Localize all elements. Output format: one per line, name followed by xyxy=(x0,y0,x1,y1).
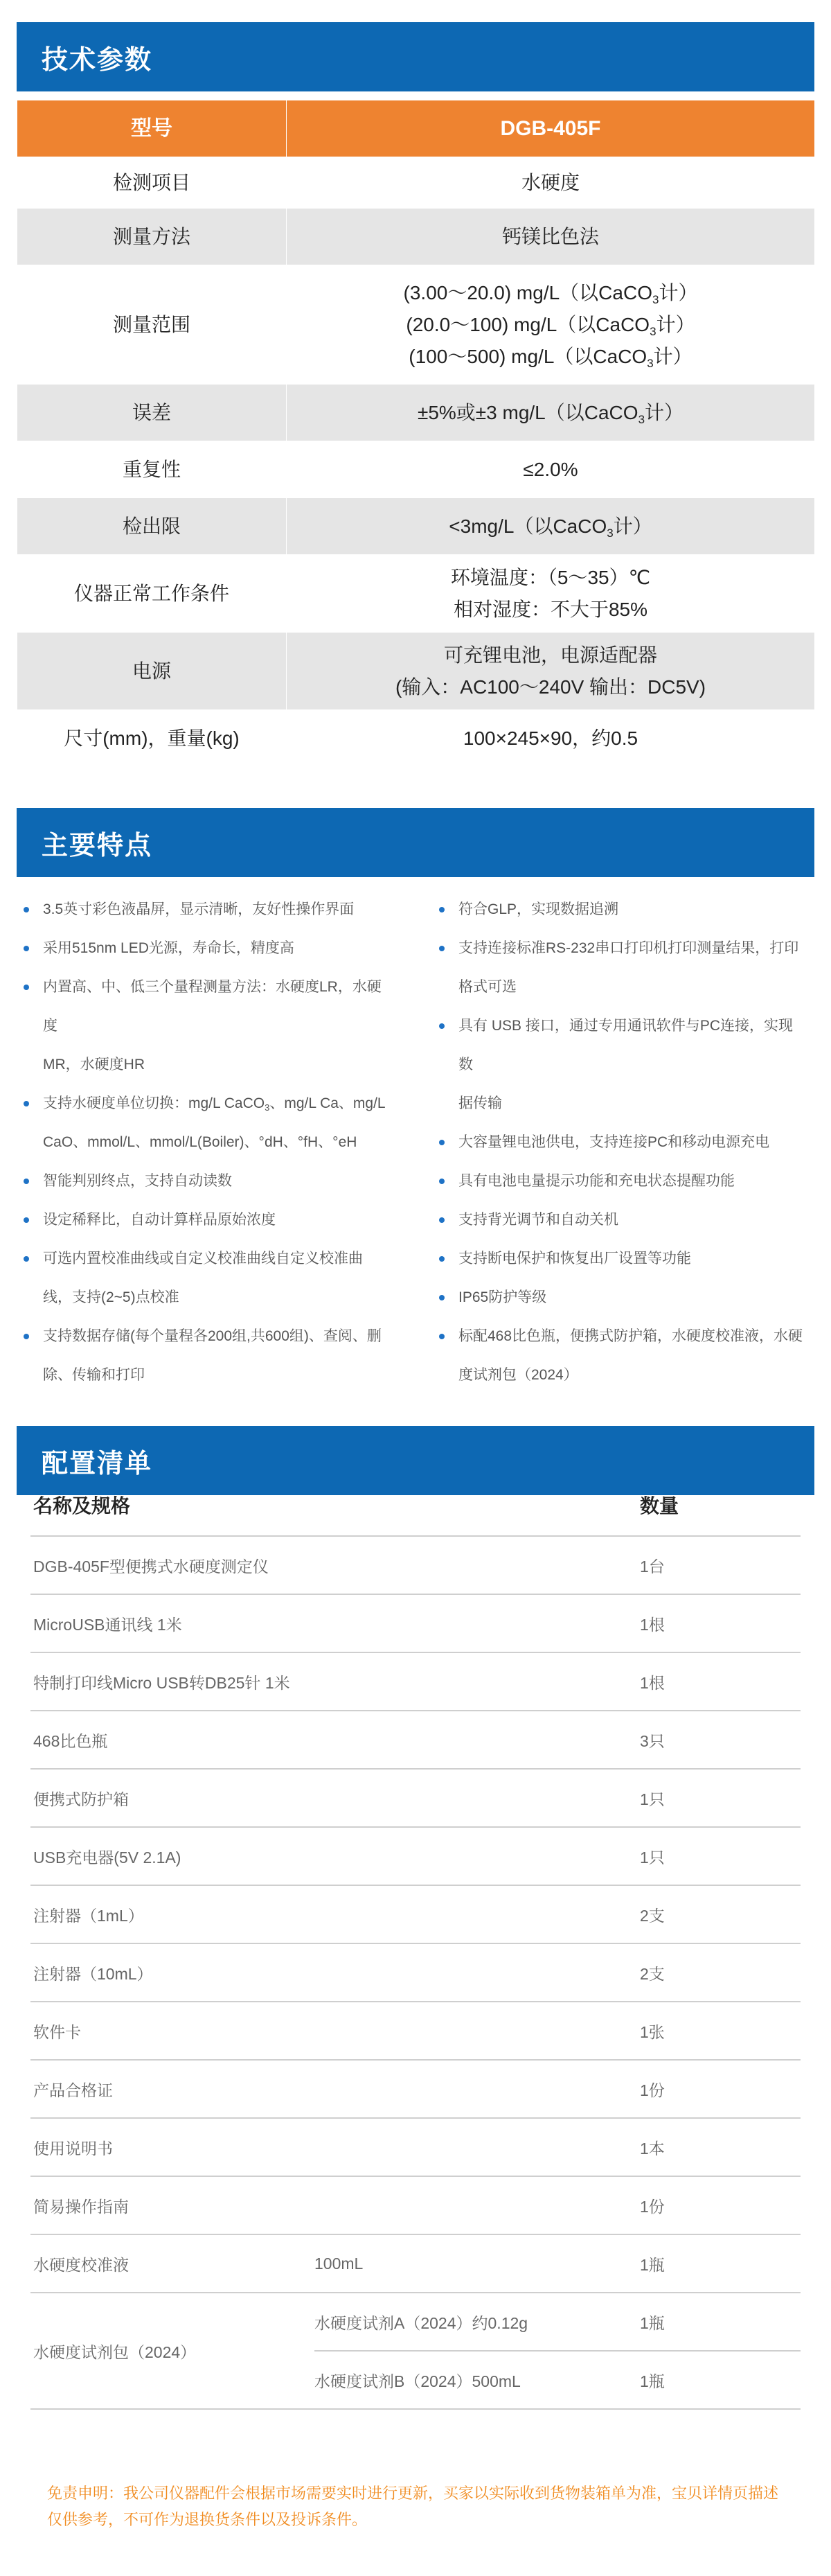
config-item-name: 水硬度校准液 xyxy=(33,2255,129,2274)
bullet-icon xyxy=(24,946,29,951)
spec-value-line xyxy=(294,167,807,199)
config-row xyxy=(30,2235,801,2293)
feature-line xyxy=(43,1356,391,1395)
text-segment: 可充锂电池，电源适配器 xyxy=(443,644,657,666)
feature-line xyxy=(458,1007,806,1084)
bullet-icon xyxy=(439,1179,445,1184)
spec-row xyxy=(17,710,815,767)
spec-value-line xyxy=(294,671,807,703)
text-segment: 大容量锂电池供电，支持连接PC和移动电源充电 xyxy=(458,1134,770,1150)
bullet-icon xyxy=(439,1295,445,1300)
config-item-name: 注射器（1mL） xyxy=(33,1906,144,1925)
feature-item xyxy=(17,1084,391,1162)
feature-item xyxy=(432,1317,806,1395)
text-segment: 据传输 xyxy=(458,1095,502,1111)
specs-section-title: 技术参数 xyxy=(17,22,814,91)
text-segment: 具有电池电量提示功能和充电状态提醒功能 xyxy=(458,1173,735,1189)
config-item-qty: 1瓶 xyxy=(640,2255,665,2274)
feature-line xyxy=(458,929,806,968)
spec-header-value: DGB-405F xyxy=(287,100,815,157)
feature-item xyxy=(432,890,806,929)
feature-line xyxy=(43,1278,391,1317)
config-item-qty: 1只 xyxy=(640,1848,665,1867)
spec-row xyxy=(17,265,815,385)
config-row xyxy=(30,2177,801,2235)
text-segment: IP65防护等级 xyxy=(458,1289,547,1305)
config-row xyxy=(30,2061,801,2119)
config-item-qty: 1根 xyxy=(640,1615,665,1634)
spec-value-line xyxy=(294,594,807,626)
disclaimer-text: 免责申明：我公司仪器配件会根据市场需要实时进行更新，买家以实际收到货物装箱单为准，宝贝详情页描述仅供参考，不可作为退换货条件以及投诉条件。 xyxy=(47,2485,779,2528)
feature-line xyxy=(43,1123,391,1162)
spec-value-line xyxy=(294,309,807,341)
config-row xyxy=(30,1653,801,1711)
config-row xyxy=(30,1537,801,1595)
spec-value-line xyxy=(294,454,807,486)
bullet-icon xyxy=(439,907,445,912)
spec-row xyxy=(17,498,815,555)
text-segment: 线，支持(2~5)点校准 xyxy=(43,1289,179,1305)
text-segment: 支持断电保护和恢复出厂设置等功能 xyxy=(458,1251,691,1267)
text-segment: 水硬度 xyxy=(521,171,580,193)
text-segment: 3.5英寸彩色液晶屏，显示清晰，友好性操作界面 xyxy=(43,901,355,917)
config-row xyxy=(30,1944,801,2002)
spec-row xyxy=(17,633,815,710)
spec-value xyxy=(287,441,815,498)
spec-label: 测量方法 xyxy=(17,209,287,265)
config-row xyxy=(30,1711,801,1770)
feature-line xyxy=(458,968,806,1007)
text-segment: 支持背光调节和自动关机 xyxy=(458,1212,618,1228)
feature-item xyxy=(17,929,391,968)
feature-line xyxy=(43,1317,391,1356)
bullet-icon xyxy=(24,1179,29,1184)
text-segment: 智能判别终点，支持自动读数 xyxy=(43,1173,232,1189)
text-segment: 内置高、中、低三个量程测量方法：水硬度LR，水硬度 xyxy=(43,979,382,1034)
spec-value xyxy=(287,710,815,767)
spec-row xyxy=(17,209,815,265)
subscript: 3 xyxy=(647,356,654,370)
text-segment: 支持水硬度单位切换：mg/L CaCO xyxy=(43,1095,265,1111)
spec-table xyxy=(17,100,815,767)
spec-value-line xyxy=(294,639,807,671)
config-group-name: 水硬度试剂包（2024） xyxy=(33,2343,197,2361)
features-right-column xyxy=(432,890,806,1395)
feature-line xyxy=(43,1084,391,1123)
spec-label: 检出限 xyxy=(17,498,287,555)
subscript: 3 xyxy=(607,526,614,540)
bullet-icon xyxy=(24,1101,29,1106)
config-item-name: 468比色瓶 xyxy=(33,1731,108,1750)
config-group-item-spec: 水硬度试剂A（2024）约0.12g xyxy=(314,2313,528,2332)
spec-row xyxy=(17,157,815,209)
spec-value xyxy=(287,385,815,441)
feature-line xyxy=(43,1162,391,1201)
config-item-name: 特制打印线Micro USB转DB25针 1米 xyxy=(33,1673,290,1692)
config-item-qty: 2支 xyxy=(640,1906,665,1925)
spec-row xyxy=(17,385,815,441)
config-group-item xyxy=(314,2293,801,2352)
feature-line xyxy=(458,1240,806,1278)
feature-line xyxy=(458,1162,806,1201)
spec-value-line xyxy=(294,341,807,373)
feature-line xyxy=(458,1201,806,1240)
text-segment: 除、传输和打印 xyxy=(43,1367,145,1383)
feature-line xyxy=(43,890,391,929)
features-list xyxy=(17,890,814,1383)
spec-value-line xyxy=(294,397,807,429)
feature-line xyxy=(458,1317,806,1356)
config-item-name: 软件卡 xyxy=(33,2022,81,2041)
feature-item xyxy=(17,968,391,1084)
spec-value xyxy=(287,633,815,710)
config-row xyxy=(30,2119,801,2177)
config-item-name: 便携式防护箱 xyxy=(33,1790,129,1808)
config-header-name: 名称及规格 xyxy=(33,1495,131,1517)
config-group-item-qty: 1瓶 xyxy=(640,2372,665,2390)
feature-item xyxy=(17,890,391,929)
config-group-item-spec: 水硬度试剂B（2024）500mL xyxy=(314,2372,521,2390)
bullet-icon xyxy=(439,1217,445,1223)
config-item-qty: 1本 xyxy=(640,2139,665,2158)
text-segment: 可选内置校准曲线或自定义校准曲线自定义校准曲 xyxy=(43,1251,363,1267)
config-row xyxy=(30,2002,801,2061)
spec-label: 测量范围 xyxy=(17,265,287,385)
config-row xyxy=(30,1770,801,1828)
feature-line xyxy=(458,1356,806,1395)
feature-item xyxy=(432,1240,806,1278)
text-segment: 计） xyxy=(653,345,692,367)
config-item-name: 产品合格证 xyxy=(33,2081,113,2099)
config-item-qty: 2支 xyxy=(640,1964,665,1983)
spec-value-line xyxy=(294,277,807,309)
config-item-qty: 3只 xyxy=(640,1731,665,1750)
spec-value-line xyxy=(294,221,807,253)
config-item-name: 使用说明书 xyxy=(33,2139,113,2158)
text-segment: 标配468比色瓶，便携式防护箱，水硬度校准液，水硬 xyxy=(458,1328,803,1344)
features-section-title: 主要特点 xyxy=(17,808,814,877)
feature-line xyxy=(43,1201,391,1240)
spec-label: 尺寸(mm)，重量(kg) xyxy=(17,710,287,767)
config-item-qty: 1份 xyxy=(640,2081,665,2099)
bullet-icon xyxy=(24,985,29,990)
text-segment: 度试剂包（2024） xyxy=(458,1367,578,1383)
config-group-item-qty: 1瓶 xyxy=(640,2313,665,2332)
config-section-title: 配置清单 xyxy=(17,1426,814,1495)
feature-item xyxy=(432,1201,806,1240)
text-segment: 计） xyxy=(656,313,695,335)
text-segment: 格式可选 xyxy=(458,979,517,995)
text-segment: 相对湿度：不大于85% xyxy=(453,598,648,620)
feature-line xyxy=(458,1278,806,1317)
config-table xyxy=(30,1474,801,2410)
text-segment: ±5%或±3 mg/L（以CaCO xyxy=(417,401,638,423)
config-group-row xyxy=(30,2293,801,2410)
config-item-name: USB充电器(5V 2.1A) xyxy=(33,1848,181,1867)
config-item-qty: 1张 xyxy=(640,2022,665,2041)
text-segment: (100～500) mg/L（以CaCO xyxy=(409,345,647,367)
subscript: 3 xyxy=(650,324,656,338)
config-item-name: MicroUSB通讯线 1米 xyxy=(33,1615,182,1634)
text-segment: 具有 USB 接口，通过专用通讯软件与PC连接，实现数 xyxy=(458,1018,794,1073)
text-segment: 支持数据存储(每个量程各200组,共600组)、查阅、删 xyxy=(43,1328,382,1344)
bullet-icon xyxy=(439,1256,445,1262)
bullet-icon xyxy=(24,1334,29,1339)
feature-item xyxy=(17,1162,391,1201)
feature-item xyxy=(432,1278,806,1317)
config-row xyxy=(30,1886,801,1944)
text-segment: 环境温度：（5～35）℃ xyxy=(450,566,651,588)
features-left-column xyxy=(17,890,391,1395)
bullet-icon xyxy=(439,1023,445,1029)
config-row xyxy=(30,1595,801,1653)
config-item-name: DGB-405F型便携式水硬度测定仪 xyxy=(33,1557,269,1576)
spec-header-label: 型号 xyxy=(17,100,287,157)
text-segment: <3mg/L（以CaCO xyxy=(449,515,607,537)
feature-line xyxy=(458,1123,806,1162)
config-item-name: 注射器（10mL） xyxy=(33,1964,153,1983)
config-item-spec: 100mL xyxy=(314,2254,364,2273)
feature-line xyxy=(43,1046,391,1084)
text-segment: 计） xyxy=(659,281,698,303)
bullet-icon xyxy=(24,1256,29,1262)
spec-value-line xyxy=(294,562,807,594)
text-segment: 计） xyxy=(613,515,652,537)
feature-line xyxy=(458,890,806,929)
text-segment: CaO、mmol/L、mmol/L(Boiler)、°dH、°fH、°eH xyxy=(43,1134,357,1150)
spec-label: 检测项目 xyxy=(17,157,287,209)
config-item-qty: 1台 xyxy=(640,1557,665,1576)
feature-line xyxy=(43,1240,391,1278)
spec-row xyxy=(17,441,815,498)
text-segment: 、mg/L Ca、mg/L xyxy=(269,1095,386,1111)
spec-label: 仪器正常工作条件 xyxy=(17,555,287,633)
spec-value-line xyxy=(294,511,807,542)
config-item-qty: 1根 xyxy=(640,1673,665,1692)
spec-header-row xyxy=(17,100,815,157)
spec-label: 电源 xyxy=(17,633,287,710)
config-item-name: 简易操作指南 xyxy=(33,2197,129,2216)
spec-value xyxy=(287,265,815,385)
spec-row xyxy=(17,555,815,633)
config-item-qty: 1份 xyxy=(640,2197,665,2216)
config-row xyxy=(30,1828,801,1886)
text-segment: 100×245×90，约0.5 xyxy=(463,727,638,749)
spec-value xyxy=(287,555,815,633)
text-segment: 支持连接标准RS-232串口打印机打印测量结果，打印 xyxy=(458,940,799,956)
spec-label: 重复性 xyxy=(17,441,287,498)
text-segment: (输入：AC100～240V 输出：DC5V) xyxy=(395,676,706,698)
subscript: 3 xyxy=(265,1102,270,1113)
text-segment: 钙镁比色法 xyxy=(501,225,599,247)
text-segment: MR，水硬度HR xyxy=(43,1057,145,1073)
feature-item xyxy=(432,1162,806,1201)
feature-line xyxy=(458,1084,806,1123)
bullet-icon xyxy=(439,946,445,951)
bullet-icon xyxy=(24,907,29,912)
spec-label: 误差 xyxy=(17,385,287,441)
bullet-icon xyxy=(439,1334,445,1339)
feature-item xyxy=(432,929,806,1007)
text-segment: 设定稀释比，自动计算样品原始浓度 xyxy=(43,1212,276,1228)
text-segment: 计） xyxy=(645,401,684,423)
config-header-row xyxy=(30,1474,801,1537)
config-group-item xyxy=(314,2352,801,2408)
feature-line xyxy=(43,968,391,1046)
feature-item xyxy=(17,1201,391,1240)
spec-value xyxy=(287,157,815,209)
text-segment: ≤2.0% xyxy=(523,458,578,480)
config-item-qty: 1只 xyxy=(640,1790,665,1808)
text-segment: (20.0～100) mg/L（以CaCO xyxy=(406,313,650,335)
subscript: 3 xyxy=(652,292,659,306)
bullet-icon xyxy=(24,1217,29,1223)
feature-item xyxy=(17,1317,391,1395)
feature-line xyxy=(43,929,391,968)
feature-item xyxy=(432,1007,806,1123)
spec-value xyxy=(287,209,815,265)
spec-value-line xyxy=(294,723,807,755)
text-segment: (3.00～20.0) mg/L（以CaCO xyxy=(403,281,652,303)
text-segment: 符合GLP，实现数据追溯 xyxy=(458,901,619,917)
spec-value xyxy=(287,498,815,555)
subscript: 3 xyxy=(638,412,645,426)
feature-item xyxy=(432,1123,806,1162)
text-segment: 采用515nm LED光源，寿命长，精度高 xyxy=(43,940,294,956)
config-header-qty: 数量 xyxy=(640,1495,679,1517)
feature-item xyxy=(17,1240,391,1317)
bullet-icon xyxy=(439,1140,445,1145)
